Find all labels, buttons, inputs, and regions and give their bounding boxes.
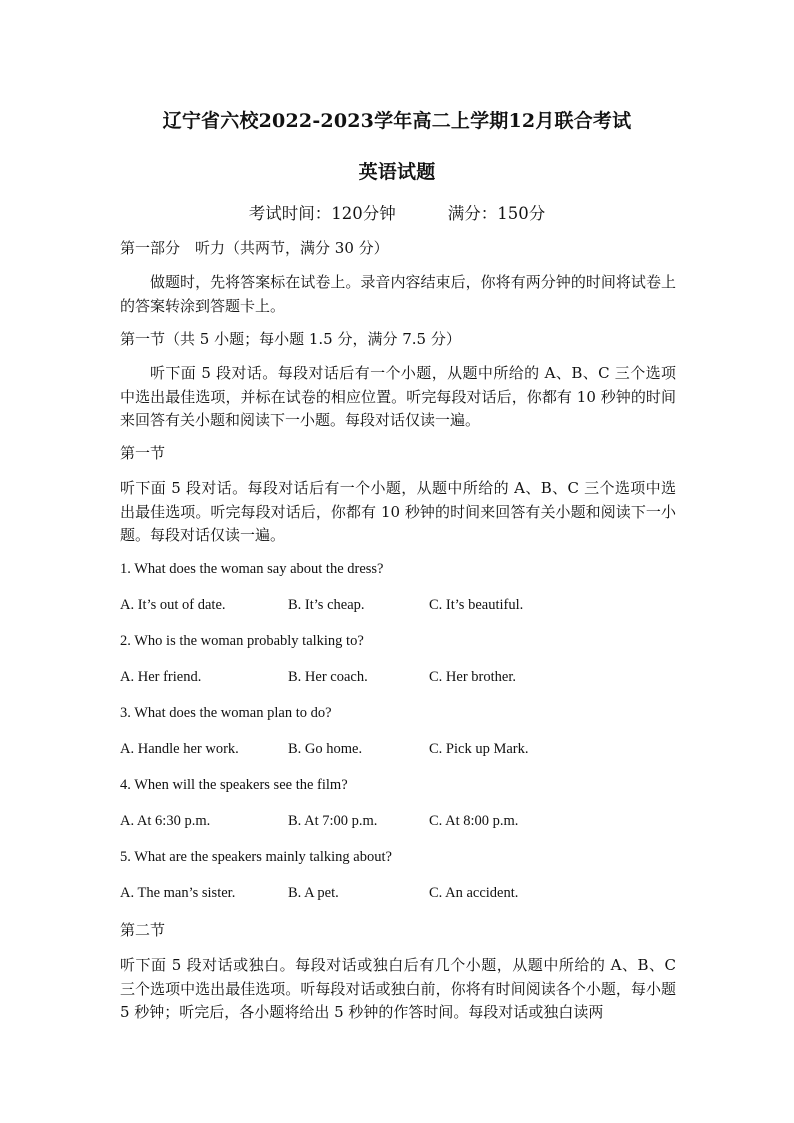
section2-instructions: 听下面 5 段对话或独白。每段对话或独白后有几个小题，从题中所给的 A、B、C 三个选项中选出最佳选项。听每段对话或独白前，你将有时间阅读各个小题，每小题 5 秒钟；听完后，各小题将给出 5 秒钟的作答时间。每段对话或独白读两 — [120, 956, 676, 1021]
question-2-option-b: B. Her coach. — [288, 669, 368, 685]
question-3-option-b: B. Go home. — [288, 741, 363, 757]
question-4: 4. When will the speakers see the film? — [120, 777, 348, 793]
question-5-option-c: C. An accident. — [429, 885, 519, 901]
question-2-option-a: A. Her friend. — [120, 669, 202, 685]
exam-time: 考试时间：120分钟 — [248, 204, 396, 223]
question-4-option-b: B. At 7:00 p.m. — [288, 813, 378, 829]
section2-heading: 第二节 — [120, 921, 166, 939]
section1b-heading: 第一节 — [120, 444, 166, 462]
question-1: 1. What does the woman say about the dress? — [120, 561, 384, 577]
question-2: 2. Who is the woman probably talking to? — [120, 633, 364, 649]
question-3-option-c: C. Pick up Mark. — [429, 741, 529, 757]
question-1-option-c: C. It’s beautiful. — [429, 597, 524, 613]
exam-meta — [0, 200, 794, 224]
section1b-instructions: 听下面 5 段对话。每段对话后有一个小题，从题中所给的 A、B、C 三个选项中选出最佳选项。听完每段对话后，你都有 10 秒钟的时间来回答有关小题和阅读下一小题。每段对话仅读一遍。 — [120, 479, 676, 544]
question-4-option-a: A. At 6:30 p.m. — [120, 813, 211, 829]
question-3-option-a: A. Handle her work. — [120, 741, 239, 757]
part1-instructions: 做题时，先将答案标在试卷上。录音内容结束后，你将有两分钟的时间将试卷上的答案转涂到答题卡上。 — [120, 273, 676, 315]
part1-heading: 第一部分 听力（共两节，满分 30 分） — [120, 239, 389, 257]
question-1-option-b: B. It’s cheap. — [288, 597, 365, 613]
section1-heading: 第一节（共 5 小题；每小题 1.5 分，满分 7.5 分） — [120, 330, 461, 348]
question-5: 5. What are the speakers mainly talking about? — [120, 849, 392, 865]
exam-score: 满分：150分 — [447, 204, 546, 223]
question-5-option-a: A. The man’s sister. — [120, 885, 236, 901]
question-3: 3. What does the woman plan to do? — [120, 705, 332, 721]
exam-title: 辽宁省六校2022-2023学年高二上学期12月联合考试 — [162, 110, 632, 132]
exam-subtitle: 英语试题 — [358, 161, 436, 183]
section1-instructions: 听下面 5 段对话。每段对话后有一个小题，从题中所给的 A、B、C 三个选项中选出最佳选项，并标在试卷的相应位置。听完每段对话后，你都有 10 秒钟的时间来回答有关小题和阅读下一小题。每段对话仅读一遍。 — [120, 364, 676, 429]
question-5-option-b: B. A pet. — [288, 885, 339, 901]
question-1-option-a: A. It’s out of date. — [120, 597, 226, 613]
question-2-option-c: C. Her brother. — [429, 669, 516, 685]
question-4-option-c: C. At 8:00 p.m. — [429, 813, 519, 829]
